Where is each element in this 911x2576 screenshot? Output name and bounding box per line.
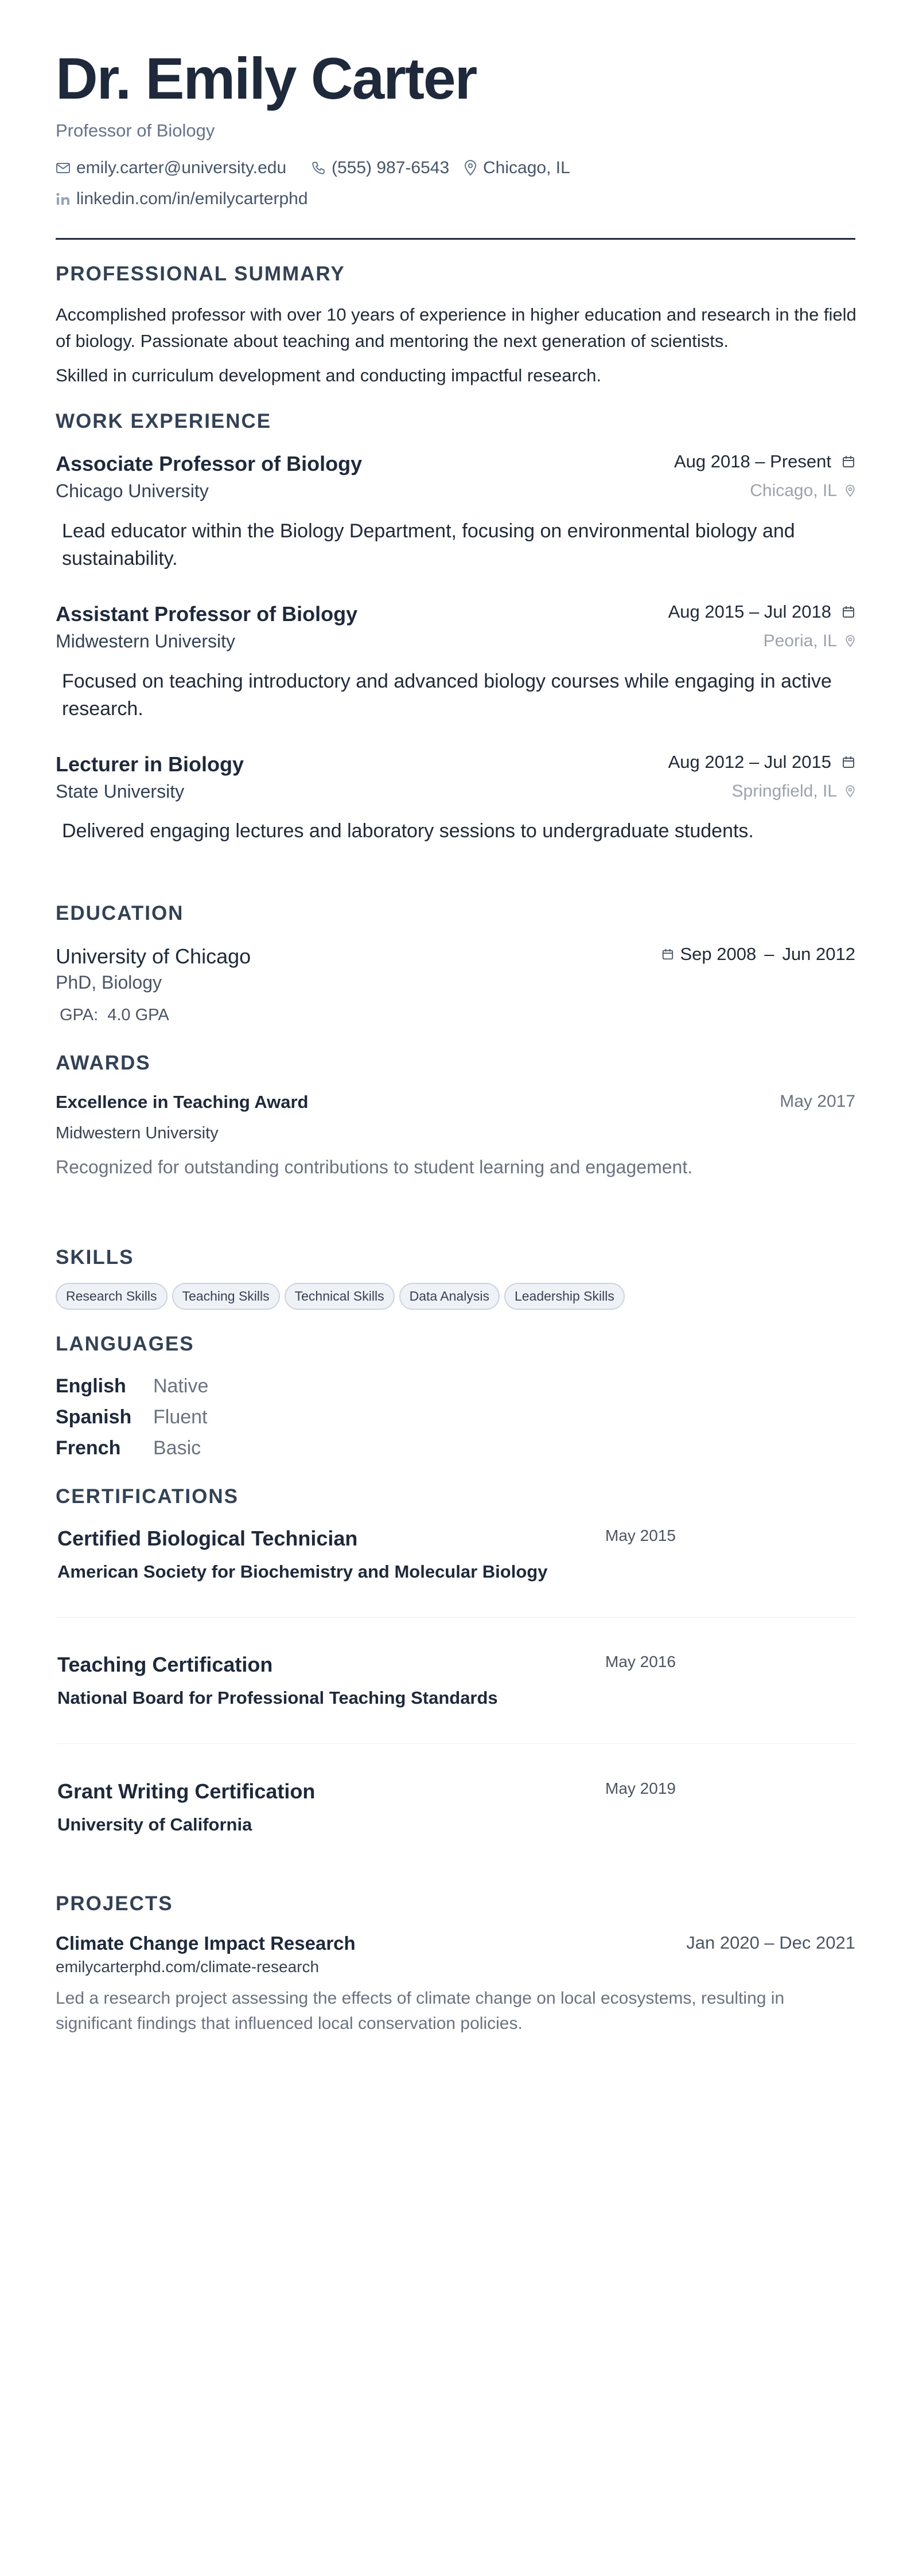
job-location (764, 631, 855, 651)
section-heading-languages: LANGUAGES (56, 1333, 194, 1355)
skill-pill: Teaching Skills (172, 1283, 280, 1310)
award-description: Recognized for outstanding contributions to student learning and engagement. (56, 1157, 693, 1177)
map-pin-icon (845, 485, 855, 497)
phone-icon (311, 161, 326, 175)
section-heading-certifications: CERTIFICATIONS (56, 1485, 239, 1508)
job-dates (668, 602, 855, 622)
job-company: State University (56, 781, 185, 802)
job-company: Chicago University (56, 481, 209, 501)
skill-pill: Technical Skills (285, 1283, 395, 1310)
certification-name: Grant Writing Certification (57, 1779, 316, 1803)
candidate-title: Professor of Biology (56, 120, 215, 140)
job-dates-text: Aug 2018 – Present (673, 451, 831, 471)
project-name: Climate Change Impact Research (56, 1933, 356, 1954)
mail-icon (56, 162, 71, 174)
section-heading-skills: SKILLS (56, 1246, 134, 1269)
calendar-icon (842, 755, 855, 769)
job-title: Assistant Professor of Biology (56, 602, 358, 626)
language-level: Fluent (153, 1406, 208, 1428)
section-heading-awards: AWARDS (56, 1052, 151, 1074)
section-heading-projects: PROJECTS (56, 1892, 173, 1915)
award-date: May 2017 (780, 1092, 855, 1111)
project-url[interactable]: emilycarterphd.com/climate-research (56, 1958, 320, 1976)
education-dates (661, 944, 855, 965)
contact-email[interactable] (56, 158, 286, 178)
skill-pill: Research Skills (56, 1283, 168, 1310)
language-name: English (56, 1375, 126, 1397)
email-text: emily.carter@university.edu (76, 158, 287, 177)
certification-issuer: American Society for Biochemistry and Molecular Biology (57, 1562, 548, 1582)
job-title: Associate Professor of Biology (56, 452, 363, 475)
language-name: Spanish (56, 1406, 132, 1428)
education-end: Jun 2012 (782, 944, 855, 964)
phone-text: (555) 987-6543 (332, 158, 450, 177)
certification-date: May 2016 (605, 1653, 676, 1671)
job-dates-text: Aug 2015 – Jul 2018 (668, 602, 831, 622)
job-description: Delivered engaging lectures and laboratory sessions to undergraduate students. (62, 820, 754, 842)
map-pin-icon (464, 160, 477, 176)
skills-list (56, 1283, 629, 1310)
job-description: Lead educator within the Biology Department, focusing on environmental biology and sustainability. (62, 520, 795, 569)
date-separator: – (764, 944, 774, 964)
certification-divider (56, 1743, 855, 1744)
job-dates (668, 752, 855, 772)
job-location (732, 782, 855, 801)
section-heading-education: EDUCATION (56, 902, 184, 924)
gpa-value: 4.0 GPA (107, 1006, 169, 1024)
job-dates-text: Aug 2012 – Jul 2015 (668, 752, 831, 772)
skill-pill: Data Analysis (399, 1283, 500, 1310)
job-company: Midwestern University (56, 631, 235, 651)
education-start: Sep 2008 (680, 944, 757, 964)
job-description: Focused on teaching introductory and advanced biology courses while engaging in active research. (62, 670, 832, 720)
certification-divider (56, 1617, 855, 1618)
certification-name: Certified Biological Technician (57, 1527, 358, 1550)
education-school: University of Chicago (56, 944, 251, 968)
job-title: Lecturer in Biology (56, 752, 244, 776)
calendar-icon (842, 455, 855, 469)
map-pin-icon (845, 785, 855, 798)
education-degree: PhD, Biology (56, 972, 162, 993)
linkedin-text: linkedin.com/in/emilycarterphd (76, 189, 308, 208)
contact-linkedin[interactable] (56, 189, 308, 209)
section-heading-experience: WORK EXPERIENCE (56, 410, 272, 432)
award-issuer: Midwestern University (56, 1124, 219, 1142)
candidate-name: Dr. Emily Carter (56, 46, 477, 111)
award-title: Excellence in Teaching Award (56, 1092, 309, 1112)
location-text: Chicago, IL (483, 158, 570, 177)
language-level: Basic (153, 1437, 201, 1459)
map-pin-icon (845, 635, 855, 647)
certification-date: May 2015 (605, 1527, 676, 1544)
calendar-icon (661, 948, 674, 961)
job-location-text: Chicago, IL (750, 481, 837, 500)
project-dates: Jan 2020 – Dec 2021 (686, 1933, 855, 1953)
job-location-text: Peoria, IL (763, 631, 837, 650)
job-location-text: Springfield, IL (731, 782, 837, 801)
linkedin-icon (56, 192, 71, 206)
summary-paragraph-1: Accomplished professor with over 10 years of experience in higher education and research in the field of biology. Passionate about teaching and mentoring the next generation of scientists. (56, 305, 857, 351)
contact-phone[interactable] (311, 158, 449, 178)
header-divider (56, 238, 855, 240)
section-heading-summary: PROFESSIONAL SUMMARY (56, 263, 345, 285)
education-gpa (60, 1006, 169, 1025)
contact-location (464, 158, 570, 178)
skill-pill: Leadership Skills (504, 1283, 625, 1310)
job-dates (674, 451, 855, 472)
project-description: Led a research project assessing the effects of climate change on local ecosystems, resulting in significant findings that influenced local conservation policies. (56, 1989, 785, 2033)
certification-issuer: University of California (57, 1814, 252, 1835)
certification-issuer: National Board for Professional Teaching Standards (57, 1688, 498, 1708)
gpa-label: GPA: (60, 1006, 99, 1024)
language-name: French (56, 1437, 121, 1459)
certification-name: Teaching Certification (57, 1653, 273, 1676)
summary-paragraph-2: Skilled in curriculum development and conducting impactful research. (56, 365, 602, 385)
language-level: Native (153, 1375, 209, 1397)
job-location (750, 481, 855, 501)
calendar-icon (842, 605, 855, 619)
certification-date: May 2019 (605, 1779, 676, 1797)
